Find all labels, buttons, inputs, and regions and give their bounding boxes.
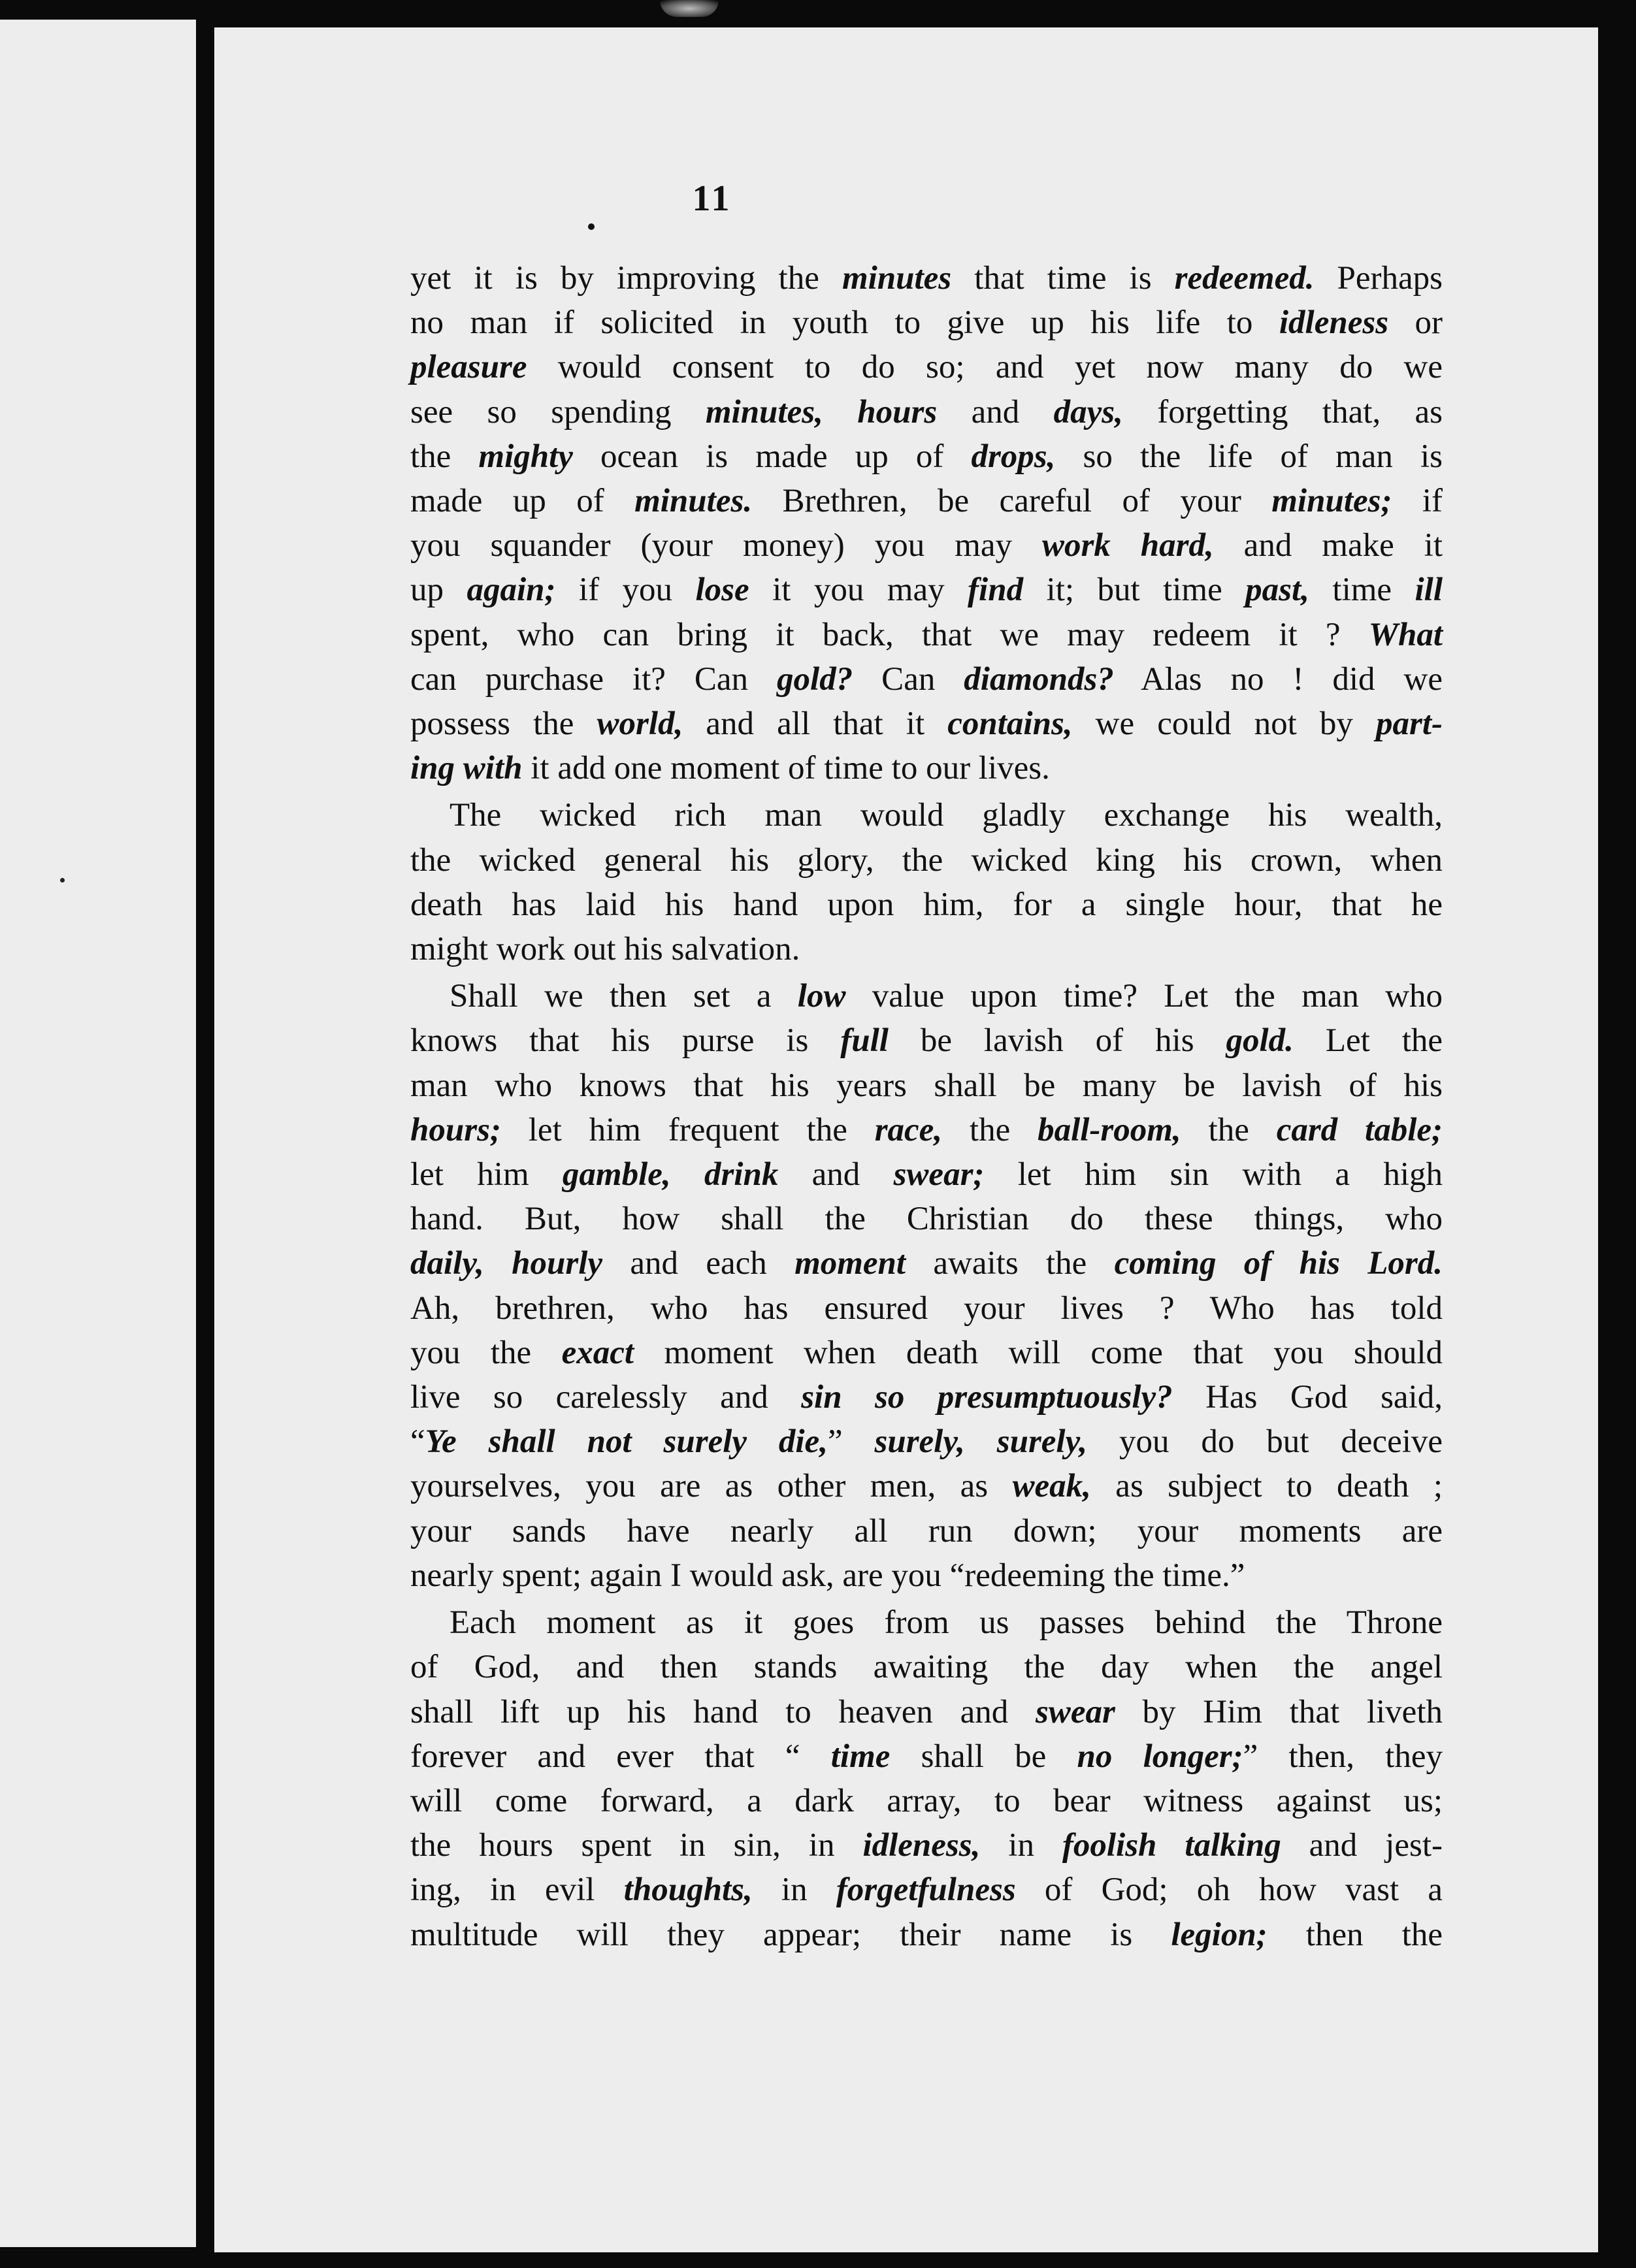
scan-artifact xyxy=(660,0,719,17)
text-line: will come forward, a dark array, to bear witness against us; xyxy=(410,1782,1443,1819)
text-line: daily, hourly and each moment awaits the coming of his Lord. xyxy=(410,1245,1443,1282)
text-line: the mighty ocean is made up of drops, so the life of man is xyxy=(410,438,1443,475)
text-line: multitude will they appear; their name is legion; then the xyxy=(410,1916,1443,1953)
text-line: yourselves, you are as other men, as weak, as subject to death ; xyxy=(410,1468,1443,1505)
text-line: you squander (your money) you may work hard, and make it xyxy=(410,527,1443,564)
text-line: The wicked rich man would gladly exchange his wealth, xyxy=(450,797,1443,834)
text-line: pleasure would consent to do so; and yet now many do we xyxy=(410,349,1443,386)
text-line: ing with it add one moment of time to our lives. xyxy=(410,750,1050,787)
text-line: knows that his purse is full be lavish of his gold. Let the xyxy=(410,1022,1443,1060)
text-line: the hours spent in sin, in idleness, in foolish talking and jest- xyxy=(410,1827,1443,1864)
previous-page-edge xyxy=(0,20,196,2247)
text-line: possess the world, and all that it contains, we could not by part- xyxy=(410,705,1443,743)
text-line: man who knows that his years shall be many be lavish of his xyxy=(410,1067,1443,1104)
text-line: hours; let him frequent the race, the ball-room, the card table; xyxy=(410,1111,1443,1148)
text-line: no man if solicited in youth to give up his life to idleness or xyxy=(410,304,1443,342)
text-line: death has laid his hand upon him, for a single hour, that he xyxy=(410,886,1443,923)
text-line: “Ye shall not surely die,” surely, surely, you do but deceive xyxy=(410,1423,1443,1461)
page-number: 11 xyxy=(692,178,732,219)
text-line: forever and ever that “ time shall be no longer;” then, they xyxy=(410,1738,1443,1775)
text-line: made up of minutes. Brethren, be careful of your minutes; if xyxy=(410,483,1443,520)
text-line: see so spending minutes, hours and days, forgetting that, as xyxy=(410,393,1443,430)
text-line: Each moment as it goes from us passes behind the Throne xyxy=(450,1604,1443,1642)
text-line: let him gamble, drink and swear; let him sin with a high xyxy=(410,1156,1443,1193)
text-line: live so carelessly and sin so presumptuously? Has God said, xyxy=(410,1379,1443,1416)
text-line: yet it is by improving the minutes that time is redeemed. Perhaps xyxy=(410,260,1443,297)
text-line: your sands have nearly all run down; your moments are xyxy=(410,1512,1443,1549)
scan-speck xyxy=(60,878,65,883)
text-line: Ah, brethren, who has ensured your lives ? Who has told xyxy=(410,1289,1443,1327)
print-dot xyxy=(588,223,595,230)
text-line: ing, in evil thoughts, in forgetfulness of God; oh how vast a xyxy=(410,1871,1443,1909)
text-line: up again; if you lose it you may find it; but time past, time ill xyxy=(410,572,1443,609)
text-line: hand. But, how shall the Christian do these things, who xyxy=(410,1201,1443,1238)
text-line: you the exact moment when death will come that you should xyxy=(410,1334,1443,1371)
text-line: shall lift up his hand to heaven and swear by Him that liveth xyxy=(410,1693,1443,1730)
text-line: can purchase it? Can gold? Can diamonds? Alas no ! did we xyxy=(410,660,1443,698)
text-line: nearly spent; again I would ask, are you “redeeming the time.” xyxy=(410,1557,1245,1594)
text-line: of God, and then stands awaiting the day when the angel xyxy=(410,1649,1443,1686)
text-line: the wicked general his glory, the wicked king his crown, when xyxy=(410,841,1443,879)
body-text xyxy=(410,256,1443,1957)
text-line: might work out his salvation. xyxy=(410,931,800,968)
text-line: Shall we then set a low value upon time? Let the man who xyxy=(450,978,1443,1015)
text-line: spent, who can bring it back, that we may redeem it ? What xyxy=(410,616,1443,653)
